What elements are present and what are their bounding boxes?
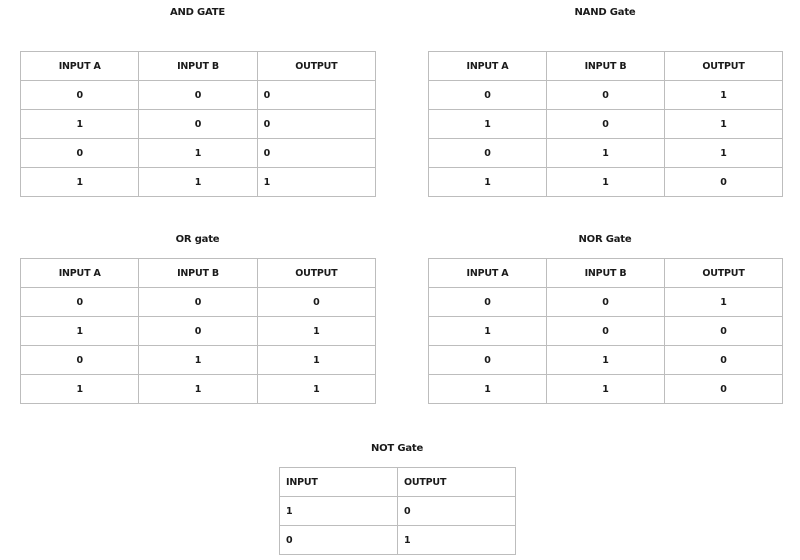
column-header-input-a: INPUT A [21, 52, 139, 81]
table-row [429, 168, 783, 197]
input-a-cell: 1 [21, 168, 139, 197]
or-gate-title: OR gate [175, 234, 220, 245]
output-cell: 0 [398, 497, 516, 526]
column-header-input-a: INPUT A [429, 52, 547, 81]
input-b-cell: 0 [139, 317, 257, 346]
input-b-cell: 0 [139, 110, 257, 139]
input-b-cell: 0 [547, 110, 665, 139]
input-b-cell: 0 [139, 288, 257, 317]
input-b-cell: 1 [547, 139, 665, 168]
column-header-output: OUTPUT [665, 259, 783, 288]
table-row [21, 288, 376, 317]
output-cell: 0 [257, 288, 375, 317]
table-row [429, 317, 783, 346]
output-cell: 0 [257, 139, 375, 168]
input-a-cell: 0 [21, 288, 139, 317]
output-cell: 1 [665, 288, 783, 317]
input-b-cell: 0 [547, 317, 665, 346]
input-a-cell: 1 [21, 317, 139, 346]
input-a-cell: 0 [429, 139, 547, 168]
table-row [21, 110, 376, 139]
table-header-row [429, 52, 783, 81]
table-row [21, 168, 376, 197]
not-gate-title: NOT Gate [370, 443, 424, 454]
table-row [429, 139, 783, 168]
input-b-cell: 1 [139, 346, 257, 375]
column-header-output: OUTPUT [257, 52, 375, 81]
input-a-cell: 1 [429, 375, 547, 404]
output-cell: 1 [665, 81, 783, 110]
output-cell: 0 [257, 81, 375, 110]
not-gate-truth-table [279, 467, 516, 555]
column-header-input: INPUT [280, 468, 398, 497]
input-a-cell: 0 [429, 81, 547, 110]
table-row [429, 110, 783, 139]
output-cell: 0 [257, 110, 375, 139]
output-cell: 1 [665, 110, 783, 139]
output-cell: 0 [665, 346, 783, 375]
input-a-cell: 0 [21, 81, 139, 110]
nand-gate-truth-table [428, 51, 783, 197]
input-a-cell: 1 [429, 168, 547, 197]
column-header-input-a: INPUT A [21, 259, 139, 288]
column-header-input-b: INPUT B [139, 259, 257, 288]
input-b-cell: 0 [547, 81, 665, 110]
nor-gate-truth-table [428, 258, 783, 404]
column-header-input-b: INPUT B [547, 259, 665, 288]
input-b-cell: 1 [139, 375, 257, 404]
table-row [280, 526, 516, 555]
input-a-cell: 0 [21, 346, 139, 375]
input-a-cell: 1 [21, 110, 139, 139]
table-row [21, 375, 376, 404]
input-a-cell: 0 [21, 139, 139, 168]
table-row [21, 139, 376, 168]
table-row [21, 81, 376, 110]
input-a-cell: 0 [429, 288, 547, 317]
output-cell: 0 [665, 317, 783, 346]
table-row [21, 346, 376, 375]
input-a-cell: 1 [429, 110, 547, 139]
input-b-cell: 1 [139, 139, 257, 168]
input-b-cell: 1 [547, 168, 665, 197]
table-row [280, 497, 516, 526]
column-header-input-b: INPUT B [547, 52, 665, 81]
output-cell: 0 [665, 375, 783, 404]
column-header-output: OUTPUT [398, 468, 516, 497]
and-gate-truth-table [20, 51, 376, 197]
table-row [21, 317, 376, 346]
table-row [429, 81, 783, 110]
input-a-cell: 1 [21, 375, 139, 404]
input-b-cell: 0 [547, 288, 665, 317]
input-b-cell: 1 [547, 375, 665, 404]
nor-gate-title: NOR Gate [578, 234, 632, 245]
output-cell: 0 [665, 168, 783, 197]
input-b-cell: 1 [139, 168, 257, 197]
output-cell: 1 [257, 375, 375, 404]
table-header-row [280, 468, 516, 497]
column-header-input-a: INPUT A [429, 259, 547, 288]
input-b-cell: 1 [547, 346, 665, 375]
table-header-row [21, 259, 376, 288]
output-cell: 1 [257, 346, 375, 375]
nand-gate-title: NAND Gate [574, 7, 636, 18]
output-cell: 1 [257, 317, 375, 346]
column-header-input-b: INPUT B [139, 52, 257, 81]
table-row [429, 346, 783, 375]
table-row [429, 288, 783, 317]
or-gate-truth-table [20, 258, 376, 404]
table-row [429, 375, 783, 404]
output-cell: 1 [257, 168, 375, 197]
input-b-cell: 0 [139, 81, 257, 110]
and-gate-title: AND GATE [169, 7, 226, 18]
table-header-row [429, 259, 783, 288]
column-header-output: OUTPUT [257, 259, 375, 288]
output-cell: 1 [398, 526, 516, 555]
input-a-cell: 1 [429, 317, 547, 346]
table-header-row [21, 52, 376, 81]
input-a-cell: 0 [429, 346, 547, 375]
output-cell: 1 [665, 139, 783, 168]
input-cell: 1 [280, 497, 398, 526]
input-cell: 0 [280, 526, 398, 555]
column-header-output: OUTPUT [665, 52, 783, 81]
